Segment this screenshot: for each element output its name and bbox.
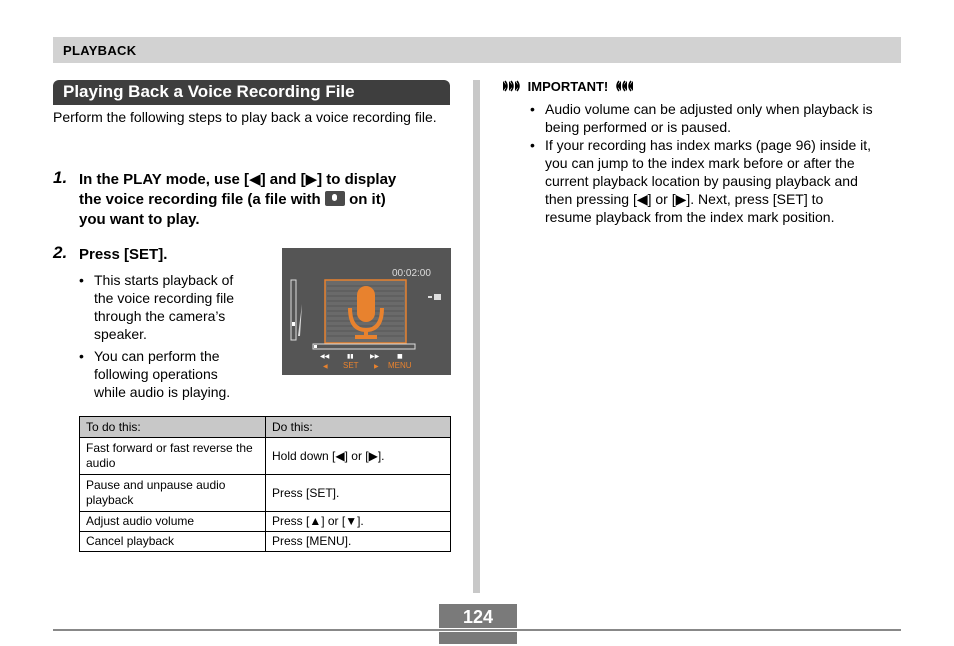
important-right-marks-icon	[612, 80, 634, 92]
header-bar	[53, 37, 901, 63]
step1-line2-b: on it)	[349, 191, 386, 208]
pause-icon: ▮▮	[347, 353, 354, 360]
step1-number: 1.	[53, 168, 68, 187]
table-header-cell: Do this:	[266, 417, 451, 438]
important-left-marks-icon	[502, 80, 524, 92]
step1-line2	[79, 190, 459, 210]
table-cell: Press [MENU].	[266, 532, 451, 552]
table-cell: Fast forward or fast reverse the audio	[80, 438, 266, 475]
table-cell: Press [SET].	[266, 475, 451, 512]
page-number: 124	[439, 604, 517, 628]
bullet-line: you can jump to the index mark before or after the	[545, 155, 855, 171]
table-cell: Pause and unpause audio playback	[80, 475, 266, 512]
step2-number: 2.	[53, 243, 68, 262]
bullet-line: This starts playback of	[94, 272, 234, 288]
bullet-line: then pressing [◀] or [▶]. Next, press [SET] to	[545, 191, 824, 207]
intro-paragraph: Perform the following steps to play back a voice recording file.	[53, 109, 437, 125]
bullet-line: resume playback from the index mark position.	[545, 209, 835, 225]
section-title-bar	[53, 80, 450, 105]
screen-time: 00:02:00	[392, 268, 431, 279]
step1-line3: you want to play.	[79, 211, 200, 228]
step2-bullet-2: • You can perform the following operations while audio is playing.	[79, 347, 269, 401]
voice-file-icon	[325, 191, 345, 206]
screen-set-label: SET	[343, 361, 359, 370]
step2-text: Press [SET].	[79, 246, 168, 263]
bullet-line: being performed or is paused.	[545, 119, 731, 135]
table-header-cell: To do this:	[80, 417, 266, 438]
page-number-box	[439, 604, 517, 644]
bullet-line: following operations	[94, 366, 218, 382]
bullet-line: You can perform the	[94, 348, 220, 364]
table-header-row	[80, 417, 451, 438]
camera-screen	[282, 248, 451, 375]
left-arrow-icon: ◀	[323, 363, 328, 370]
important-heading	[502, 79, 634, 94]
table-row	[80, 532, 451, 552]
step2-bullet-1: • This starts playback of the voice recording file through the camera’s speaker.	[79, 271, 269, 343]
bullet-line: while audio is playing.	[94, 384, 231, 400]
important-bullet-2: • If your recording has index marks (page 96) inside it, you can jump to the index mark before or after the current playback location by pausing playback and then pressing [◀] or [▶]. Next, press [SET] to resume playback from the index mark position.	[530, 136, 910, 226]
table-row	[80, 475, 451, 512]
table-cell: Cancel playback	[80, 532, 266, 552]
table-cell: Press [▲] or [▼].	[266, 512, 451, 532]
bullet-line: through the camera’s	[94, 308, 226, 324]
bullet-line: If your recording has index marks (page 96) inside it,	[545, 137, 872, 153]
important-label: IMPORTANT!	[527, 79, 609, 94]
table-cell: Adjust audio volume	[80, 512, 266, 532]
header-section-label: PLAYBACK	[63, 43, 137, 58]
bullet-line: Audio volume can be adjusted only when playback is	[545, 101, 873, 117]
stop-icon: ■	[397, 353, 403, 360]
bullet-line: the voice recording file	[94, 290, 235, 306]
section-title: Playing Back a Voice Recording File	[63, 82, 355, 101]
table-row	[80, 438, 451, 475]
right-arrow-icon: ▶	[374, 363, 379, 370]
step1-line1: In the PLAY mode, use [◀] and [▶] to display	[79, 171, 397, 188]
fast-forward-icon: ▶▶	[370, 353, 380, 360]
table-row	[80, 512, 451, 532]
camera-screen-graphic	[282, 248, 451, 375]
bullet-line: speaker.	[94, 326, 147, 342]
operations-table	[79, 416, 451, 552]
step1-line2-a: the voice recording file (a file with	[79, 191, 321, 208]
important-bullet-1: • Audio volume can be adjusted only when playback is being performed or is paused.	[530, 100, 910, 136]
bullet-line: current playback location by pausing playback and	[545, 173, 858, 189]
rewind-icon: ◀◀	[320, 353, 330, 360]
column-divider	[473, 80, 480, 593]
screen-menu-label: MENU	[388, 361, 412, 370]
page-number-tab	[439, 632, 517, 644]
step1-text	[79, 170, 459, 230]
table-cell: Hold down [◀] or [▶].	[266, 438, 451, 475]
